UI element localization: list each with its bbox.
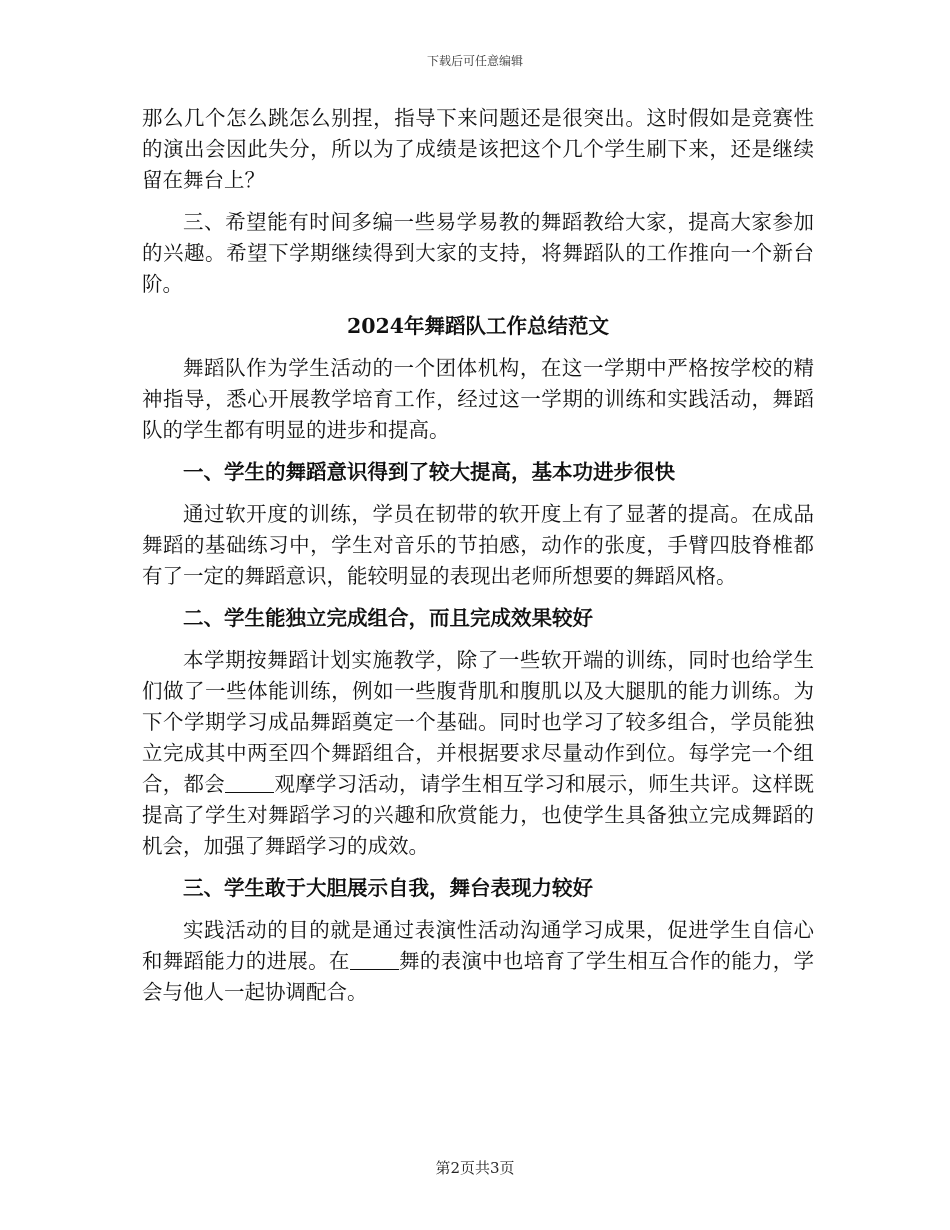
section-paragraph-2-part-b: 观摩学习活动，请学生相互学习和展示，师生共评。这样既提高了学生对舞蹈学习的兴趣和欣赏能力，也使学生具备独立完成舞蹈的机会，加强了舞蹈学习的成效。	[142, 772, 815, 858]
section-paragraph-3-part-a: 实践活动的目的就是通过表演性活动沟通学习成果，促进学生自信心和舞蹈能力的进展。在	[142, 918, 814, 973]
section-paragraph-3	[142, 915, 814, 1008]
continued-paragraph: 那么几个怎么跳怎么别捏，指导下来问题还是很突出。这时假如是竞赛性的演出会因此失分，所以为了成绩是该把这个几个学生刷下来，还是继续留在舞台上？	[142, 106, 814, 192]
intro-paragraph: 舞蹈队作为学生活动的一个团体机构，在这一学期中严格按学校的精神指导，悉心开展教学培育工作，经过这一学期的训练和实践活动，舞蹈队的学生都有明显的进步和提高。	[142, 356, 814, 442]
page-number: 第2页共3页	[435, 1159, 515, 1177]
document-title: 2024年舞蹈队工作总结范文	[346, 314, 610, 338]
section-paragraph-2-part-a: 本学期按舞蹈计划实施教学，除了一些软开端的训练，同时也给学生们做了一些体能训练，例如一些腹背肌和腹肌以及大腿肌的能力训练。为下个学期学习成品舞蹈奠定一个基础。同时也学习了较多组合，学员能独立完成其中两至四个舞蹈组合，并根据要求尽量动作到位。每学完一个组合，都会	[142, 648, 814, 796]
fill-in-blank	[225, 772, 274, 794]
section-heading-2: 二、学生能独立完成组合，而且完成效果较好	[183, 606, 593, 630]
section-paragraph-2	[142, 645, 814, 862]
section-heading-3: 三、学生敢于大胆展示自我，舞台表现力较好	[183, 876, 593, 900]
fill-in-blank	[350, 949, 399, 971]
section-paragraph-1: 通过软开度的训练，学员在韧带的软开度上有了显著的提高。在成品舞蹈的基础练习中，学生对音乐的节拍感，动作的张度，手臂四肢脊椎都有了一定的舞蹈意识，能较明显的表现出老师所想要的舞蹈风格。	[142, 502, 814, 588]
section-paragraph-3-part-b: 舞的表演中也培育了学生相互合作的能力，学会与他人一起协调配合。	[142, 949, 815, 1004]
closing-paragraph: 三、希望能有时间多编一些易学易教的舞蹈教给大家，提高大家参加的兴趣。希望下学期继续得到大家的支持，将舞蹈队的工作推向一个新台阶。	[142, 210, 814, 296]
section-heading-1: 一、学生的舞蹈意识得到了较大提高，基本功进步很快	[183, 460, 675, 484]
page-header-note: 下载后可任意编辑	[426, 54, 523, 68]
document-body	[142, 103, 814, 1019]
